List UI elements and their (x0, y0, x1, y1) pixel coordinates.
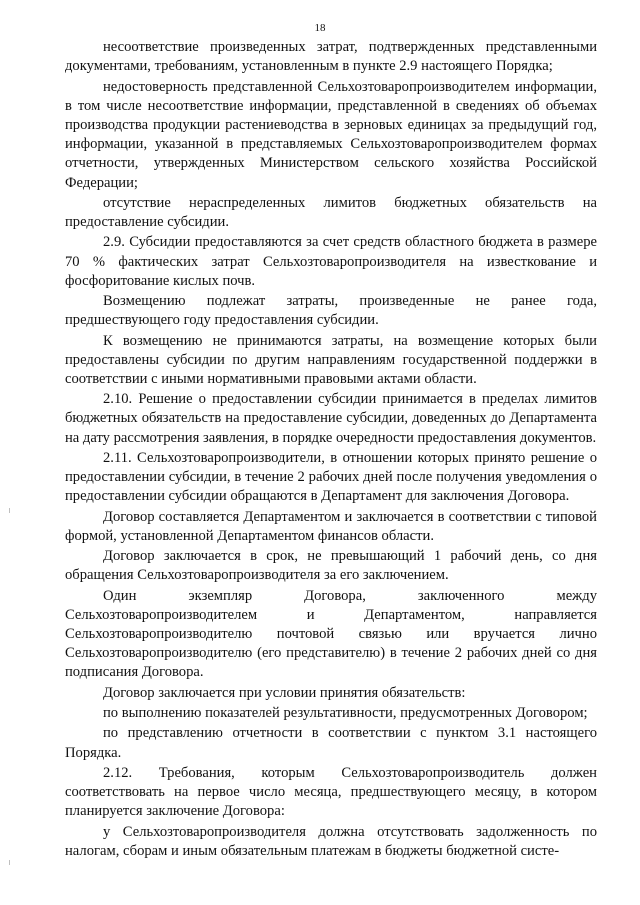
paragraph-4: 2.9. Субсидии предоставляются за счет средств областного бюджета в размере 70 % фактических затрат Сельхозтоваропроизводителя на известкование и фосфоритование кислых почв. (65, 234, 597, 289)
paragraph-12: Договор заключается при условии принятия обязательств: (103, 684, 466, 701)
scan-margin-mark (9, 860, 10, 865)
paragraph-8: 2.11. Сельхозтоваропроизводители, в отношении которых принято решение о предоставлении субсидии, в течение 2 рабочих дней после получения уведомления о предоставлении субсидии обращаются в Департамент для заключения Договора. (65, 449, 597, 505)
paragraph-15: 2.12. Требования, которым Сельхозтоваропроизводитель должен соответствовать на первое число месяца, предшествующего месяцу, в котором планируется заключение Договора: (65, 764, 597, 820)
scan-margin-mark (9, 508, 10, 513)
paragraph-13: по выполнению показателей результативности, предусмотренных Договором; (103, 705, 588, 722)
page-number: 18 (314, 22, 326, 34)
paragraph-5: Возмещению подлежат затраты, произведенные не ранее года, предшествующего году предоставления субсидии. (65, 293, 597, 329)
paragraph-9: Договор составляется Департаментом и заключается в соответствии с типовой формой, установленной Департаментом финансов области. (65, 508, 597, 544)
paragraph-14: по представлению отчетности в соответствии с пунктом 3.1 настоящего Порядка. (65, 725, 597, 761)
paragraph-1: несоответствие произведенных затрат, подтвержденных представленными документами, требованиям, установленным в пункте 2.9 настоящего Порядка; (65, 39, 597, 75)
paragraph-6: К возмещению не принимаются затраты, на возмещение которых были предоставлены субсидии по другим направлениям государственной поддержки в соответствии с иными нормативными правовыми актами области. (65, 332, 597, 387)
paragraph-7: 2.10. Решение о предоставлении субсидии принимается в пределах лимитов бюджетных обязательств на предоставление субсидии, доведенных до Департамента на дату рассмотрения заявления, в порядке очередности предоставления документов. (65, 391, 597, 446)
paragraph-3: отсутствие нераспределенных лимитов бюджетных обязательств на предоставление субсидии. (65, 194, 597, 231)
paragraph-2: недостоверность представленной Сельхозтоваропроизводителем информации, в том числе несоответствие информации, представленной в сведениях об объемах производства продукции растениеводства в зерновых единицах за предыдущий год, информации, указанной в представляемых Сельхозтоваропроизводителем формах отчетности, утвержденных Министерством сельского хозяйства Российской Федерации; (65, 78, 597, 191)
paragraph-10: Договор заключается в срок, не превышающий 1 рабочий день, со дня обращения Сельхозтоваропроизводителя за его заключением. (65, 548, 597, 584)
paragraph-16: у Сельхозтоваропроизводителя должна отсутствовать задолженность по налогам, сборам и иным обязательным платежам в бюджеты бюджетной систе- (65, 823, 597, 859)
paragraph-11: Один экземпляр Договора, заключенного между Сельхозтоваропроизводителем и Департаментом, направляется Сельхозтоваропроизводителю почтовой связью или вручается лично Сельхозтоваропроизводителю (его представителю) в течение 2 рабочих дней со дня подписания Договора. (65, 587, 597, 681)
document-body (65, 38, 597, 862)
